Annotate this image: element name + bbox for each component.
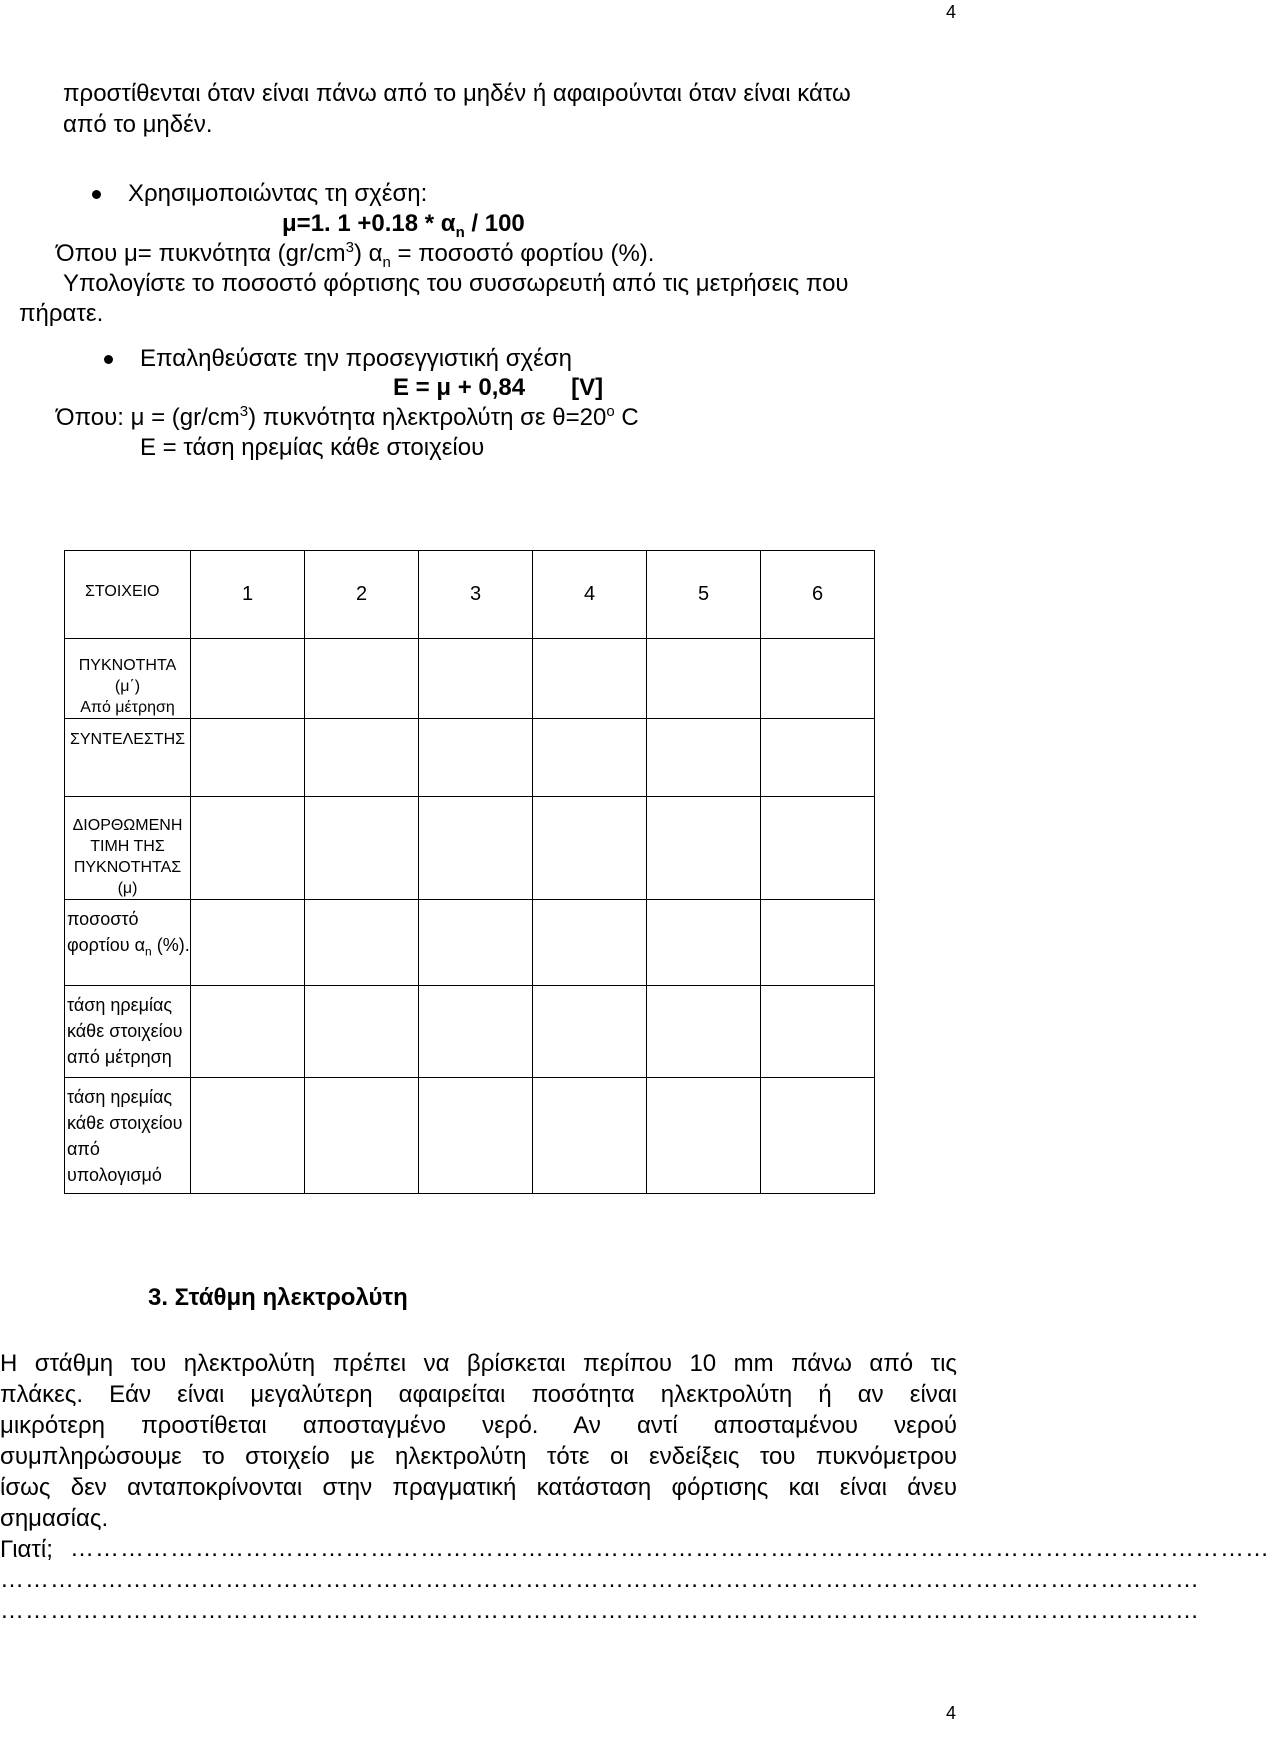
table-cell bbox=[419, 797, 533, 900]
paragraph-line: ίσως δεν ανταποκρίνονται στην πραγματική κατάσταση φόρτισης και είναι άνευ bbox=[0, 1474, 957, 1501]
table-cell bbox=[419, 1078, 533, 1194]
table-cell bbox=[191, 1078, 305, 1194]
table-cell bbox=[419, 719, 533, 797]
table-cell bbox=[647, 1078, 761, 1194]
table-cell bbox=[305, 900, 419, 986]
paragraph-last-line: σημασίας. bbox=[0, 1505, 109, 1532]
row-label: τάση ηρεμίας κάθε στοιχείου από μέτρηση bbox=[65, 986, 191, 1078]
bullet-icon bbox=[104, 355, 113, 364]
section-heading: 3. Στάθμη ηλεκτρολύτη bbox=[148, 1284, 408, 1311]
measurement-table bbox=[64, 550, 875, 1194]
answer-line-1[interactable]: ……………………………………………………………………………………………………………………………… bbox=[70, 1535, 1270, 1562]
table-cell bbox=[305, 719, 419, 797]
table-cell bbox=[533, 900, 647, 986]
table-cell bbox=[647, 639, 761, 719]
column-header: 1 bbox=[191, 551, 305, 639]
bullet2-definition: Όπου: $\mu = (gr/cm^3)$ πυκνότητα ηλεκτρολύτη σε $\theta=20^o$ C bbox=[56, 403, 639, 431]
table-cell bbox=[191, 719, 305, 797]
table-row bbox=[65, 986, 875, 1078]
table-cell bbox=[305, 1078, 419, 1194]
table-cell bbox=[191, 900, 305, 986]
row-label: ΠΥΚΝΟΤΗΤΑ (μ΄) Από μέτρηση bbox=[65, 639, 191, 719]
bullet1-lead: Χρησιμοποιώντας τη σχέση: bbox=[128, 180, 428, 207]
formula-density: μ=1. $1 +0.18 * \alpha_n / 100$ bbox=[282, 210, 525, 241]
column-header: 2 bbox=[305, 551, 419, 639]
bullet2-lead: Επαληθεύσατε την προσεγγιστική σχέση bbox=[140, 345, 572, 372]
intro-line-2: από το μηδέν. bbox=[63, 111, 213, 138]
answer-line-2[interactable]: ……………………………………………………………………………………………………………………………… bbox=[0, 1566, 1200, 1593]
table-cell bbox=[761, 719, 875, 797]
paragraph-line: μικρότερη προστίθεται αποσταγμένο νερό. Αν αντί αποσταμένου νερού bbox=[0, 1412, 957, 1439]
table-cell bbox=[305, 797, 419, 900]
column-header: 4 bbox=[533, 551, 647, 639]
table-cell bbox=[419, 639, 533, 719]
table-cell bbox=[761, 639, 875, 719]
answer-line-3[interactable]: ……………………………………………………………………………………………………………………………… bbox=[0, 1597, 1200, 1624]
table-cell bbox=[533, 639, 647, 719]
row-label: ΣΥΝΤΕΛΕΣΤΗΣ bbox=[65, 719, 191, 797]
column-header: 3 bbox=[419, 551, 533, 639]
table-cell bbox=[533, 1078, 647, 1194]
table-cell bbox=[761, 797, 875, 900]
table-cell bbox=[191, 797, 305, 900]
table-cell bbox=[419, 900, 533, 986]
table-cell bbox=[191, 639, 305, 719]
column-header: 6 bbox=[761, 551, 875, 639]
table-cell bbox=[419, 986, 533, 1078]
table-cell bbox=[761, 900, 875, 986]
table-cell bbox=[533, 986, 647, 1078]
table-header-row bbox=[65, 551, 875, 639]
table-header-label: ΣΤΟΙΧΕΙΟ bbox=[65, 551, 191, 639]
bullet1-task-line-2: πήρατε. bbox=[19, 300, 104, 327]
bullet1-definition: Όπου μ= πυκνότητα $(gr/cm^3) \alpha_n = \pi o\sigma o\sigma\tau ό$ φορτίου (%). bbox=[56, 239, 655, 271]
why-label: Γιατί; bbox=[0, 1536, 53, 1563]
paragraph-line: πλάκες. Εάν είναι μεγαλύτερη αφαιρείται ποσότητα ηλεκτρολύτη ή αν είναι bbox=[0, 1381, 957, 1408]
page-number-bottom: 4 bbox=[945, 1703, 956, 1723]
table-row bbox=[65, 797, 875, 900]
column-header: 5 bbox=[647, 551, 761, 639]
table-cell bbox=[761, 986, 875, 1078]
paragraph-line: συμπληρώσουμε το στοιχείο με ηλεκτρολύτη τότε οι ενδείξεις του πυκνόμετρου bbox=[0, 1443, 957, 1470]
bullet2-e-definition: E = τάση ηρεμίας κάθε στοιχείου bbox=[140, 434, 485, 461]
bullet1-task-line-1: Υπολογίστε το ποσοστό φόρτισης του συσσωρευτή από τις μετρήσεις που bbox=[63, 270, 849, 297]
table-row bbox=[65, 719, 875, 797]
table-cell bbox=[647, 986, 761, 1078]
table-cell bbox=[533, 797, 647, 900]
table-row bbox=[65, 639, 875, 719]
table-cell bbox=[647, 719, 761, 797]
bullet-icon bbox=[92, 190, 101, 199]
table-cell bbox=[533, 719, 647, 797]
row-label: ποσοστό φορτίου $\alpha_n$ (%). bbox=[65, 900, 191, 986]
table-cell bbox=[647, 797, 761, 900]
intro-line-1: προστίθενται όταν είναι πάνω από το μηδέν ή αφαιρούνται όταν είναι κάτω bbox=[63, 80, 851, 107]
table-cell bbox=[191, 986, 305, 1078]
table-row bbox=[65, 900, 875, 986]
table-cell bbox=[305, 639, 419, 719]
row-label: ΔΙΟΡΘΩΜΕΝΗ ΤΙΜΗ ΤΗΣ ΠΥΚΝΟΤΗΤΑΣ (μ) bbox=[65, 797, 191, 900]
table-cell bbox=[647, 900, 761, 986]
page-number-top: 4 bbox=[945, 2, 956, 22]
table-cell bbox=[305, 986, 419, 1078]
paragraph-line: Η στάθμη του ηλεκτρολύτη πρέπει να βρίσκεται περίπου 10 mm πάνω από τις bbox=[0, 1350, 957, 1377]
formula-voltage: E = μ + 0,84 [V] bbox=[393, 374, 604, 401]
table-row bbox=[65, 1078, 875, 1194]
row-label: τάση ηρεμίας κάθε στοιχείου από υπολογισμό bbox=[65, 1078, 191, 1194]
table-cell bbox=[761, 1078, 875, 1194]
